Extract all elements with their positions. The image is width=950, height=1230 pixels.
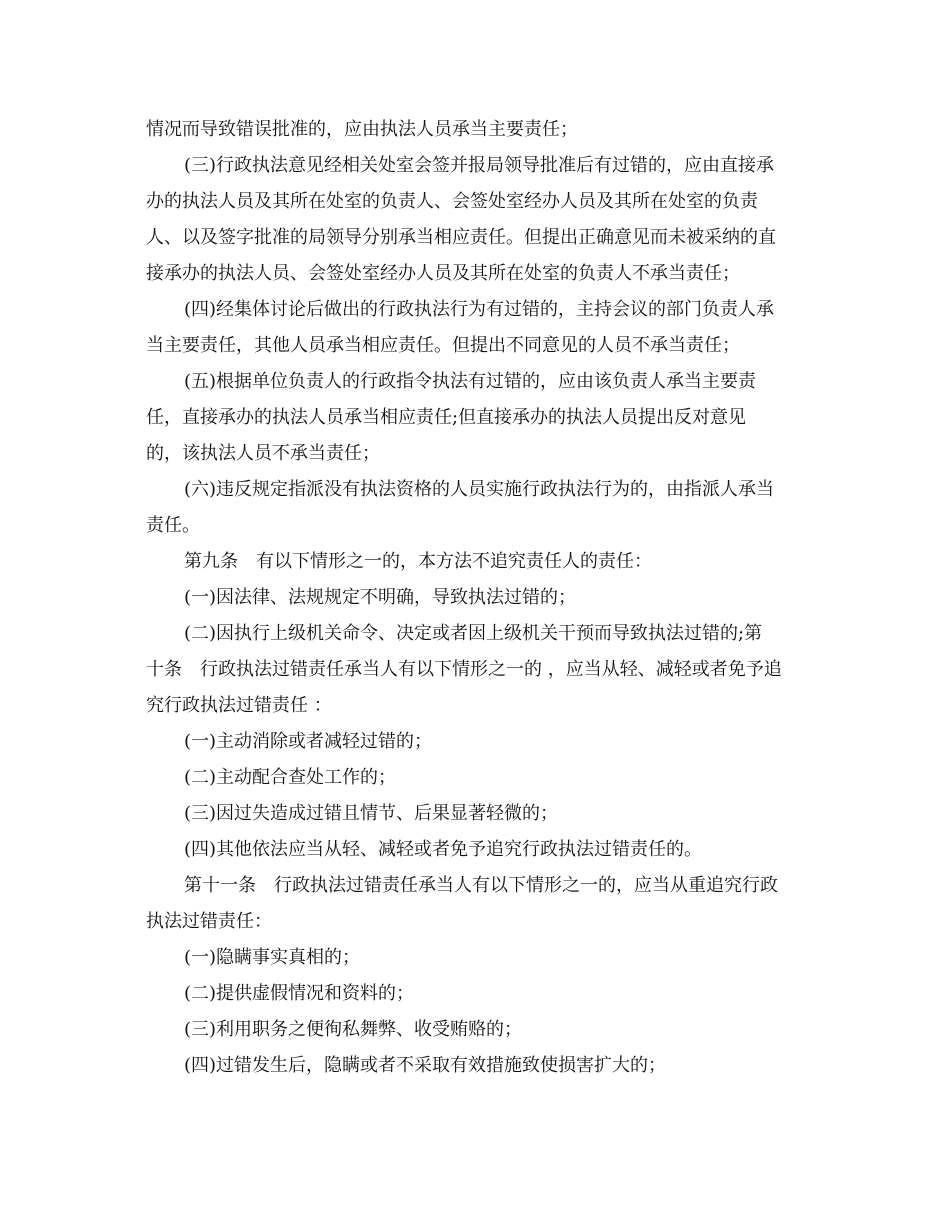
text-line: (二)主动配合查处工作的； — [184, 767, 397, 788]
text-line: (二)因执行上级机关命令、决定或者因上级机关干预而导致执法过错的;第 — [184, 623, 763, 644]
text-line: 究行政执法过错责任 ： — [146, 695, 332, 716]
text-line: 当主要责任，其他人员承当相应责任。但提出不同意见的人员不承当责任； — [146, 335, 740, 356]
text-line: (一)因法律、法规规定不明确，导致执法过错的； — [184, 587, 577, 608]
text-line: (六)违反规定指派没有执法资格的人员实施行政执法行为的，由指派人承当 — [184, 479, 775, 500]
text-line: 接承办的执法人员、会签处室经办人员及其所在处室的负责人不承当责任； — [146, 263, 740, 284]
text-line: (五)根据单位负责人的行政指令执法有过错的，应由该负责人承当主要责 — [184, 371, 757, 392]
text-line: (四)经集体讨论后做出的行政执法行为有过错的，主持会议的部门负责人承 — [184, 299, 775, 320]
text-line: 情况而导致错误批准的，应由执法人员承当主要责任； — [146, 119, 578, 140]
text-line: 十条 行政执法过错责任承当人有以下情形之一的 ，应当从轻、减轻或者免予追 — [146, 659, 782, 680]
text-line: (四)其他依法应当从轻、减轻或者免予追究行政执法过错责任的。 — [184, 839, 703, 860]
text-line: 人、以及签字批准的局领导分别承当相应责任。但提出正确意见而未被采纳的直 — [146, 227, 776, 248]
text-line: (二)提供虚假情况和资料的； — [184, 983, 415, 1004]
text-line: 任，直接承办的执法人员承当相应责任;但直接承办的执法人员提出反对意见 — [146, 407, 747, 428]
text-line: (一)主动消除或者减轻过错的； — [184, 731, 433, 752]
text-line: (四)过错发生后，隐瞒或者不采取有效措施致使损害扩大的； — [184, 1055, 667, 1076]
text-line: 办的执法人员及其所在处室的负责人、会签处室经办人员及其所在处室的负责 — [146, 191, 758, 212]
text-line: (一)隐瞒事实真相的； — [184, 947, 361, 968]
text-line: (三)行政执法意见经相关处室会签并报局领导批准后有过错的，应由直接承 — [184, 155, 775, 176]
text-line: 的，该执法人员不承当责任； — [146, 443, 380, 464]
text-line: 责任。 — [146, 515, 200, 536]
text-line: (三)利用职务之便徇私舞弊、收受贿赂的； — [184, 1019, 523, 1040]
text-line: 第九条 有以下情形之一的，本方法不追究责任人的责任： — [184, 551, 652, 572]
text-line: 执法过错责任： — [146, 911, 272, 932]
text-line: 第十一条 行政执法过错责任承当人有以下情形之一的，应当从重追究行政 — [184, 875, 778, 896]
text-line: (三)因过失造成过错且情节、后果显著轻微的； — [184, 803, 559, 824]
